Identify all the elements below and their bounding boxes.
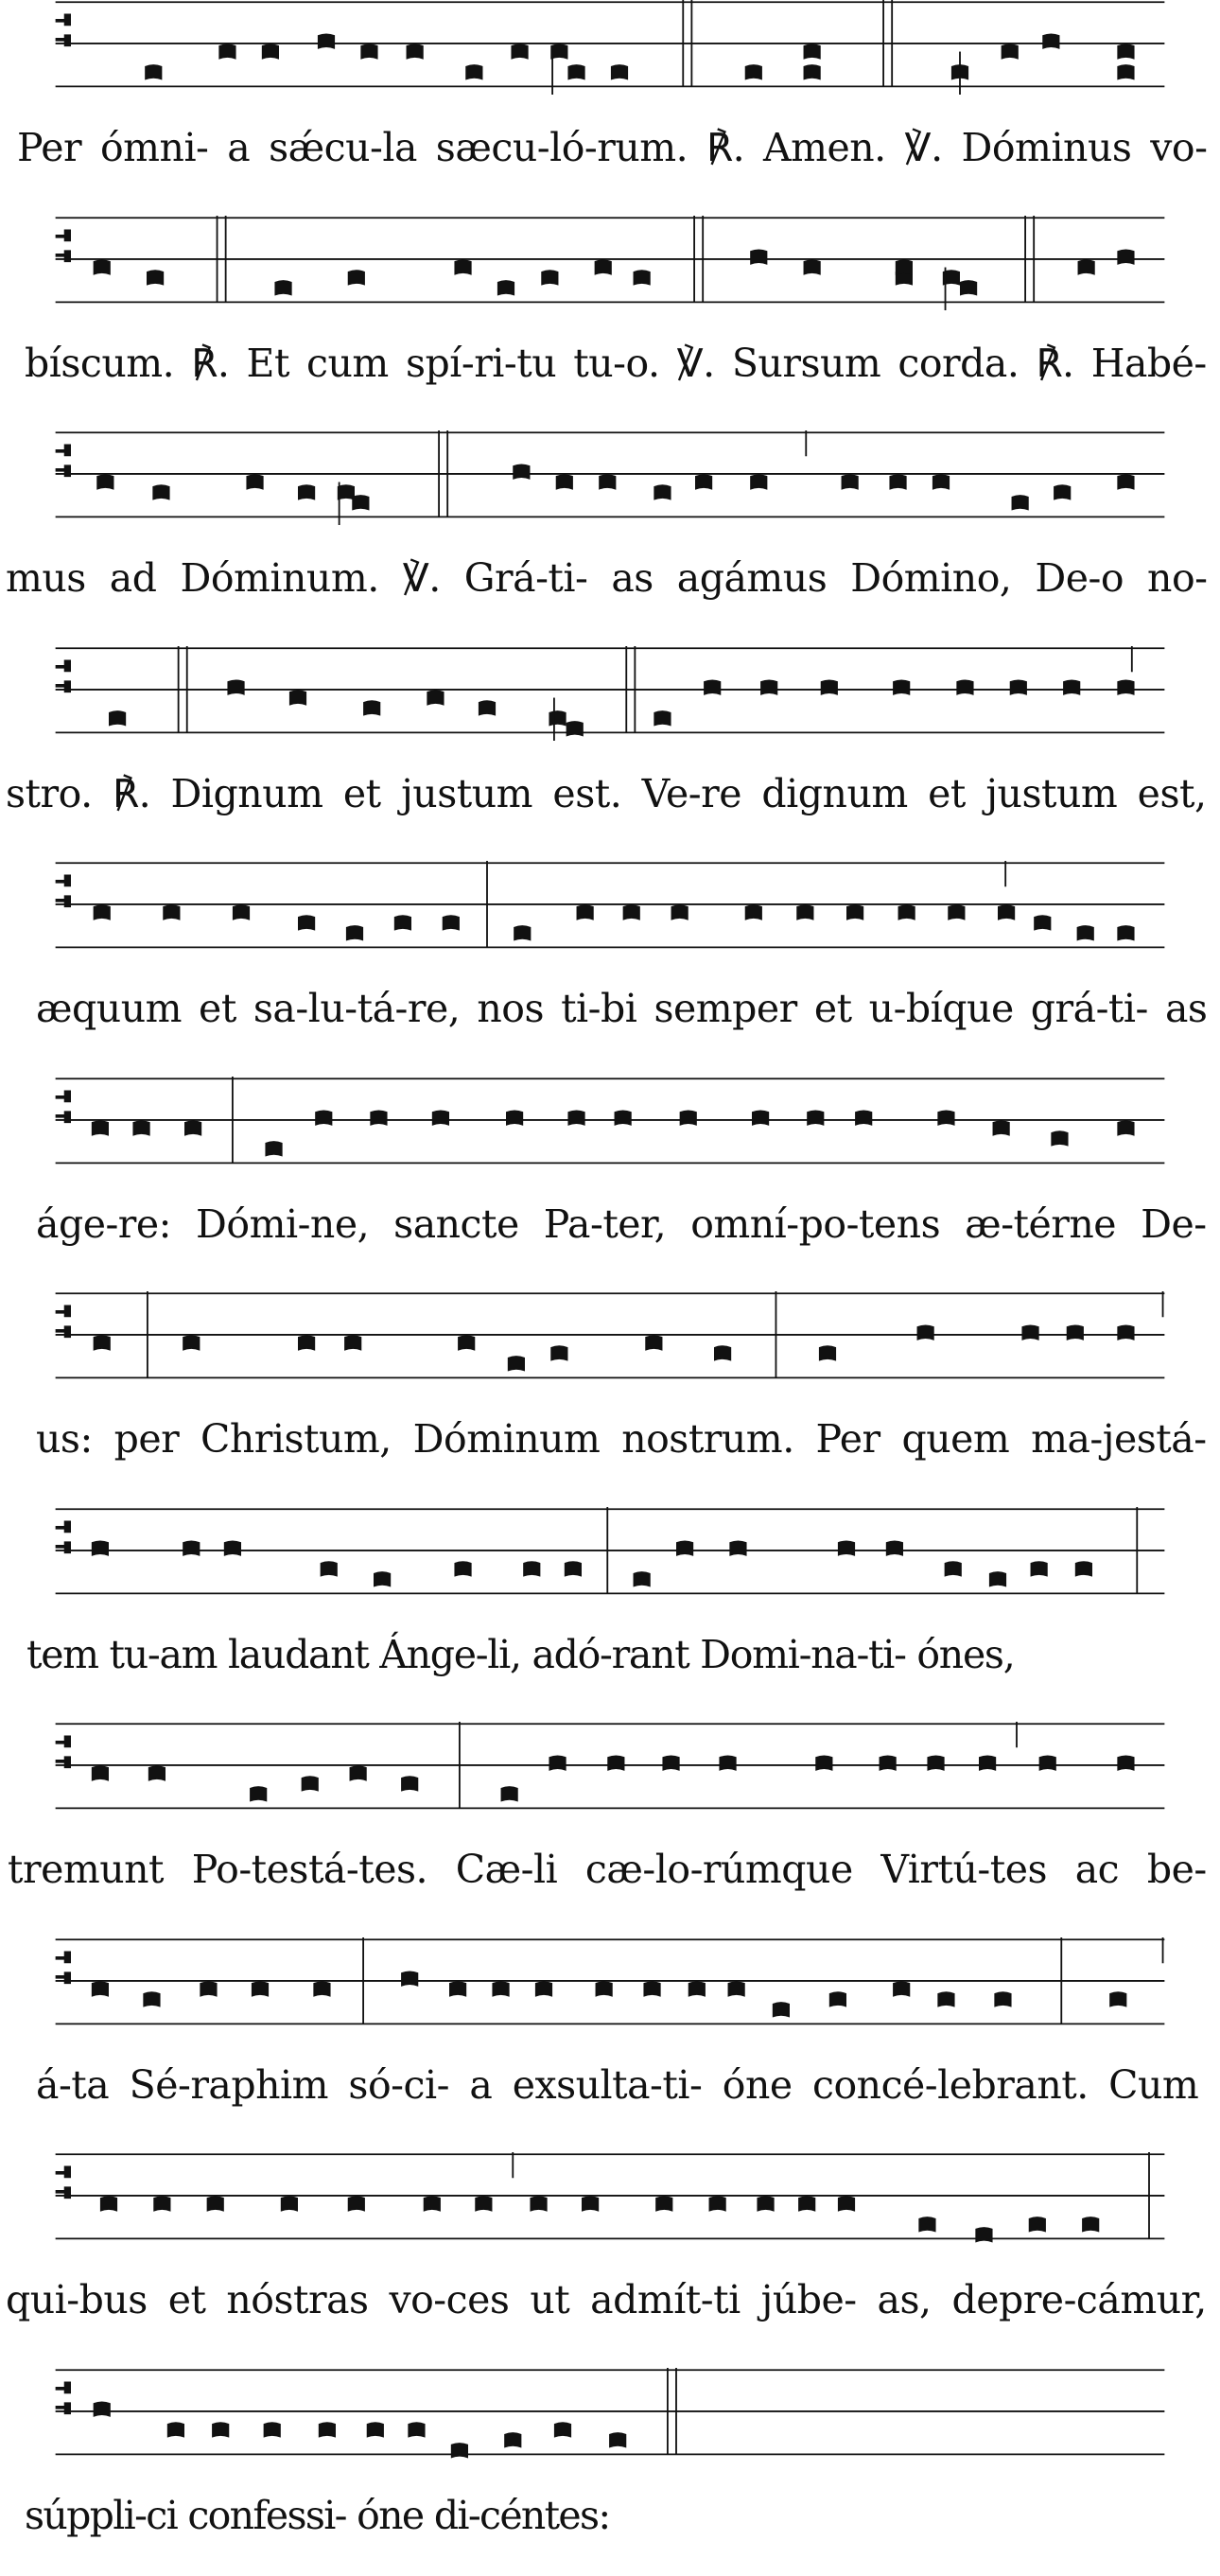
neume-note	[374, 1571, 391, 1586]
neume-note	[896, 259, 913, 274]
neume-note	[842, 474, 859, 489]
neume-note	[92, 1120, 109, 1135]
neume-note	[313, 1981, 330, 1996]
neume-note	[1117, 474, 1134, 489]
neume-note	[760, 679, 777, 694]
neume-note	[348, 270, 365, 285]
neume-note	[893, 1981, 910, 1996]
lyric-line: Per ómni- a sǽcu-la sæcu-ló-rum. ℟. Amen. ℣. Dóminus vo-	[17, 125, 1208, 170]
chant-system	[0, 1077, 1220, 1285]
neume-note	[479, 700, 496, 715]
staff	[0, 861, 1220, 955]
neume-note	[184, 1120, 201, 1135]
neume-note	[252, 1981, 269, 1996]
neume-note	[643, 1981, 660, 1996]
chant-system	[0, 0, 1220, 208]
neume-note	[846, 904, 863, 920]
neume-note	[454, 1561, 471, 1576]
chant-system	[0, 1507, 1220, 1715]
do-clef-icon	[56, 230, 71, 263]
neume-note	[609, 2432, 626, 2447]
neume-note	[506, 1110, 523, 1125]
neume-note	[798, 2196, 815, 2211]
neume-note	[607, 1755, 624, 1770]
neume-note	[960, 280, 977, 295]
neume-note	[838, 1540, 855, 1555]
neume-note	[475, 2196, 492, 2211]
neume-note	[352, 495, 369, 510]
neume-note	[804, 64, 821, 79]
neume-note	[530, 2196, 547, 2211]
neume-note	[1117, 64, 1134, 79]
neume-note	[937, 1110, 954, 1125]
neume-note	[451, 2443, 468, 2458]
neume-note	[566, 721, 584, 736]
neume-note	[1051, 1130, 1068, 1146]
neume-note	[671, 904, 688, 920]
neume-note	[615, 1110, 632, 1125]
staff	[0, 0, 1220, 95]
neume-note	[932, 474, 950, 489]
neume-note	[94, 2401, 111, 2416]
neume-note	[556, 474, 573, 489]
neume-note	[1021, 1324, 1038, 1340]
neume-note	[1010, 679, 1027, 694]
neume-note	[92, 1540, 109, 1555]
neume-note	[745, 904, 762, 920]
lyric-line: áge-re: Dómi-ne, sancte Pa-ter, omní-po-tens æ-térne De-	[36, 1201, 1207, 1247]
neume-note	[676, 1540, 693, 1555]
neume-note	[274, 280, 291, 295]
neume-note	[918, 2217, 935, 2232]
neume-note	[796, 904, 813, 920]
neume-note	[152, 484, 169, 499]
chant-system	[0, 1937, 1220, 2146]
neume-note	[855, 1110, 872, 1125]
chant-system	[0, 861, 1220, 1069]
neume-note	[298, 1335, 315, 1350]
neume-note	[582, 2196, 599, 2211]
neume-note	[549, 1755, 566, 1770]
neume-note	[945, 1561, 962, 1576]
neume-note	[432, 1110, 449, 1125]
chant-system	[0, 430, 1220, 639]
neume-note	[979, 1755, 996, 1770]
neume-note	[1063, 679, 1080, 694]
staff	[0, 430, 1220, 525]
neume-note	[541, 270, 558, 285]
neume-note	[511, 44, 528, 59]
neume-note	[1117, 249, 1134, 264]
neume-note	[634, 1571, 651, 1586]
neume-note	[634, 270, 651, 285]
neume-note	[719, 1755, 736, 1770]
neume-note	[94, 904, 111, 920]
neume-note	[132, 1120, 149, 1135]
neume-note	[148, 1765, 166, 1780]
neume-note	[917, 1324, 934, 1340]
staff	[0, 2152, 1220, 2247]
neume-note	[145, 64, 162, 79]
neume-note	[183, 1335, 200, 1350]
lyric-line: bíscum. ℟. Et cum spí-ri-tu tu-o. ℣. Sursum corda. ℟. Habé-	[25, 341, 1207, 386]
neume-note	[513, 464, 530, 479]
neume-note	[550, 1345, 567, 1360]
neume-note	[567, 1110, 584, 1125]
neume-note	[212, 2422, 229, 2437]
neume-note	[567, 64, 584, 79]
neume-note	[94, 1335, 111, 1350]
neume-note	[360, 44, 377, 59]
neume-note	[880, 1755, 897, 1770]
neume-note	[147, 270, 164, 285]
neume-note	[92, 1981, 109, 1996]
neume-note	[898, 904, 915, 920]
neume-note	[218, 44, 235, 59]
neume-note	[680, 1110, 697, 1125]
neume-note	[367, 2422, 384, 2437]
lyric-line: qui-bus et nóstras vo-ces ut admít-ti júbe- as, depre-cámur,	[6, 2277, 1207, 2322]
neume-note	[994, 1991, 1011, 2006]
neume-note	[454, 259, 471, 274]
neume-note	[549, 710, 566, 726]
neume-note	[1117, 679, 1134, 694]
neume-note	[745, 64, 762, 79]
neume-note	[554, 2422, 571, 2437]
chant-system	[0, 2368, 1220, 2576]
neume-note	[662, 1755, 679, 1770]
neume-note	[893, 679, 910, 694]
neume-note	[401, 1971, 418, 1986]
neume-note	[714, 1345, 731, 1360]
neume-note	[623, 904, 640, 920]
neume-note	[449, 1981, 466, 1996]
neume-note	[424, 2196, 441, 2211]
lyric-line: mus ad Dóminum. ℣. Grá-ti- as agámus Dómino, De-o no-	[6, 555, 1208, 601]
neume-note	[363, 700, 380, 715]
neume-note	[109, 710, 126, 726]
neume-note	[1109, 1991, 1126, 2006]
chant-system	[0, 216, 1220, 424]
neume-note	[96, 474, 113, 489]
neume-note	[504, 2432, 521, 2447]
neume-note	[1067, 1324, 1084, 1340]
neume-note	[458, 1335, 475, 1350]
neume-note	[224, 1540, 241, 1555]
staff	[0, 1722, 1220, 1816]
neume-note	[998, 904, 1015, 920]
neume-note	[1077, 925, 1094, 940]
neume-note	[92, 1765, 109, 1780]
neume-note	[265, 1141, 282, 1156]
neume-note	[394, 915, 411, 930]
neume-note	[1075, 1561, 1092, 1576]
do-clef-icon	[56, 660, 71, 693]
neume-note	[889, 474, 906, 489]
do-clef-icon	[56, 2382, 71, 2415]
neume-note	[535, 1981, 552, 1996]
neume-note	[655, 2196, 672, 2211]
chant-system	[0, 2152, 1220, 2360]
neume-note	[927, 1755, 944, 1770]
neume-note	[688, 1981, 706, 1996]
neume-note	[298, 915, 315, 930]
lyric-line: æquum et sa-lu-tá-re, nos ti-bi semper et u-bíque grá-ti- as	[36, 986, 1208, 1031]
neume-note	[408, 2422, 425, 2437]
lyric-line: tem tu-am laudant Ánge-li, adó-rant Domi-na-ti- ónes,	[26, 1632, 1015, 1677]
neume-note	[804, 259, 821, 274]
lyric-line: stro. ℟. Dignum et justum est. Ve-re dignum et justum est,	[6, 771, 1207, 816]
neume-note	[443, 915, 460, 930]
neume-note	[262, 44, 279, 59]
do-clef-icon	[56, 875, 71, 908]
neume-note	[819, 1345, 836, 1360]
neume-note	[302, 1776, 319, 1791]
neume-note	[289, 690, 306, 705]
neume-note	[704, 679, 721, 694]
neume-note	[508, 1356, 525, 1371]
neume-note	[264, 2422, 281, 2437]
neume-note	[100, 2196, 117, 2211]
neume-note	[1029, 2217, 1046, 2232]
neume-note	[370, 1110, 387, 1125]
neume-note	[346, 925, 363, 940]
chant-system	[0, 646, 1220, 854]
neume-note	[401, 1776, 418, 1791]
neume-note	[611, 64, 628, 79]
lyric-line: súppli-ci confessi- óne di-céntes:	[25, 2493, 610, 2538]
neume-note	[1031, 1561, 1048, 1576]
lyric-line: á-ta Sé-raphim só-ci- a exsulta-ti- óne concé-lebrant. Cum	[36, 2062, 1199, 2108]
neume-note	[344, 1335, 361, 1350]
neume-note	[752, 1110, 769, 1125]
neume-note	[318, 33, 335, 48]
neume-note	[886, 1540, 903, 1555]
neume-note	[143, 1991, 160, 2006]
do-clef-icon	[56, 1952, 71, 1985]
neume-note	[577, 904, 594, 920]
neume-note	[821, 679, 838, 694]
neume-note	[523, 1561, 540, 1576]
neume-note	[514, 925, 531, 940]
do-clef-icon	[56, 1521, 71, 1554]
neume-note	[709, 2196, 726, 2211]
neume-note	[948, 904, 965, 920]
neume-note	[183, 1540, 200, 1555]
do-clef-icon	[56, 1736, 71, 1769]
neume-note	[427, 690, 444, 705]
neume-note	[1082, 2217, 1099, 2232]
neume-note	[321, 1561, 338, 1576]
staff	[0, 1507, 1220, 1602]
neume-note	[993, 1120, 1010, 1135]
neume-note	[728, 1981, 745, 1996]
neume-note	[167, 2422, 184, 2437]
neume-note	[596, 1981, 613, 1996]
neume-note	[200, 1981, 217, 1996]
neume-note	[407, 44, 424, 59]
do-clef-icon	[56, 445, 71, 478]
neume-note	[645, 1335, 662, 1350]
neume-note	[815, 1755, 832, 1770]
neume-note	[757, 2196, 774, 2211]
neume-note	[348, 2196, 365, 2211]
chant-system	[0, 1291, 1220, 1499]
neume-note	[829, 1991, 846, 2006]
neume-note	[989, 1571, 1006, 1586]
neume-note	[1078, 259, 1095, 274]
neume-note	[233, 904, 250, 920]
neume-note	[1012, 495, 1029, 510]
neume-note	[1117, 44, 1134, 59]
neume-note	[298, 484, 315, 499]
staff	[0, 646, 1220, 741]
neume-note	[315, 1110, 332, 1125]
neume-note	[599, 474, 616, 489]
neume-note	[319, 2422, 336, 2437]
neume-note	[838, 2196, 855, 2211]
neume-note	[350, 1765, 367, 1780]
neume-note	[729, 1540, 746, 1555]
staff	[0, 1291, 1220, 1386]
do-clef-icon	[56, 14, 71, 47]
neume-note	[1034, 915, 1051, 930]
neume-note	[250, 1786, 267, 1801]
neume-note	[1039, 1755, 1056, 1770]
neume-note	[807, 1110, 824, 1125]
chant-system	[0, 1722, 1220, 1930]
neume-note	[1002, 44, 1019, 59]
neume-note	[163, 904, 180, 920]
neume-note	[153, 2196, 170, 2211]
neume-note	[1054, 484, 1071, 499]
neume-note	[804, 44, 821, 59]
lyric-line: tremunt Po-testá-tes. Cæ-li cæ-lo-rúmque Virtú-tes ac be-	[8, 1847, 1207, 1892]
neume-note	[1117, 925, 1134, 940]
neume-note	[595, 259, 612, 274]
neume-note	[1042, 33, 1059, 48]
neume-note	[773, 2002, 790, 2017]
neume-note	[465, 64, 482, 79]
neume-note	[695, 474, 712, 489]
neume-note	[497, 280, 514, 295]
do-clef-icon	[56, 1091, 71, 1124]
neume-note	[281, 2196, 298, 2211]
lyric-line: us: per Christum, Dóminum nostrum. Per quem ma-jestá-	[36, 1416, 1207, 1462]
staff	[0, 1937, 1220, 2032]
neume-note	[937, 1991, 954, 2006]
neume-note	[654, 710, 671, 726]
neume-note	[654, 484, 671, 499]
neume-note	[501, 1786, 518, 1801]
neume-note	[227, 679, 244, 694]
do-clef-icon	[56, 1306, 71, 1339]
staff	[0, 2368, 1220, 2462]
neume-note	[565, 1561, 582, 1576]
neume-note	[750, 249, 767, 264]
neume-note	[1117, 1755, 1134, 1770]
neume-note	[207, 2196, 224, 2211]
neume-note	[94, 259, 111, 274]
do-clef-icon	[56, 2166, 71, 2199]
neume-note	[246, 474, 263, 489]
neume-note	[750, 474, 767, 489]
staff	[0, 216, 1220, 310]
neume-note	[1117, 1324, 1134, 1340]
neume-note	[492, 1981, 509, 1996]
neume-note	[975, 2227, 992, 2242]
neume-note	[956, 679, 973, 694]
staff	[0, 1077, 1220, 1171]
neume-note	[1117, 1120, 1134, 1135]
